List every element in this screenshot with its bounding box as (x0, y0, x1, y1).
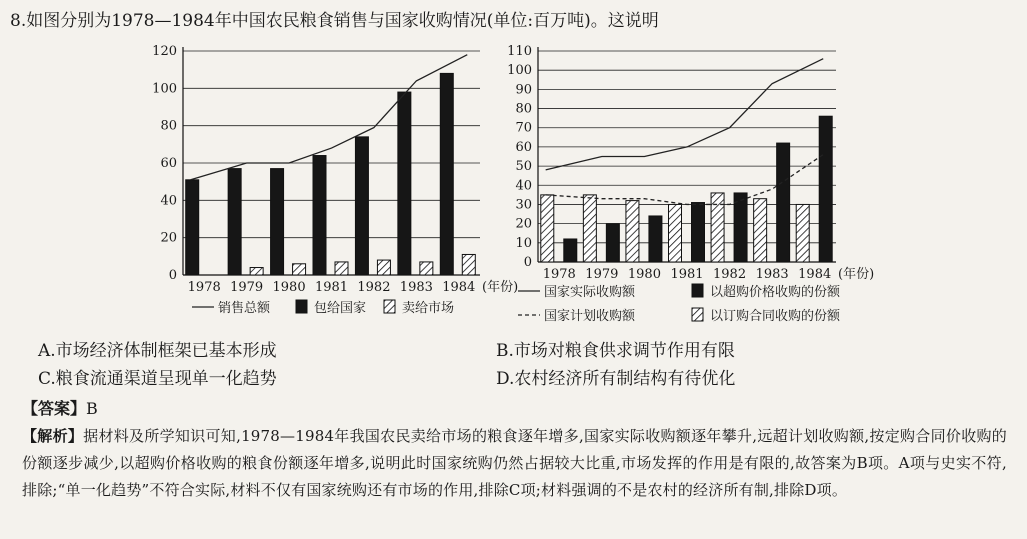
x-tick-label: 1982 (713, 267, 747, 282)
bar (649, 216, 662, 262)
x-tick-label: 1981 (670, 267, 704, 282)
legend-label: 以超购价格收购的份额 (710, 285, 841, 300)
legend-label: 卖给市场 (402, 301, 455, 316)
bar (669, 204, 682, 262)
x-tick-label: 1983 (755, 267, 789, 282)
bar (398, 92, 411, 275)
analysis-block (22, 423, 1007, 504)
bar (377, 260, 390, 275)
legend-label: 国家实际收购额 (544, 285, 636, 300)
y-tick-label: 100 (507, 63, 532, 79)
bar (313, 156, 326, 275)
analysis-tag: 【解析】 (22, 427, 84, 445)
bar (228, 169, 241, 275)
procurement-chart (508, 40, 878, 330)
bar (440, 73, 453, 275)
analysis-text: 据材料及所学知识可知,1978—1984年我国农民卖给市场的粮食逐年增多,国家实际收购额逐年攀升,远超计划收购额,按定购合同价收购的份额逐步减少,以超购价格收购的粮食份额逐年增多,说明此时国家统购仍然占据较大比重,市场发挥的作用是有限的,故答案为B项。A项与史实不符,排除;“单一化趋势”不符合实际,材料不仅有国家统购还有市场的作用,排除C项;材料强调的不是农村的经济所有制,排除D项。 (22, 427, 1007, 499)
y-tick-label: 60 (160, 156, 177, 171)
y-tick-label: 80 (515, 101, 532, 117)
legend-bar-swatch (692, 308, 703, 321)
bar (819, 116, 832, 262)
bar (711, 193, 724, 262)
answer-value: B (86, 399, 98, 418)
bar (734, 193, 747, 262)
legend-label: 以订购合同收购的份额 (710, 309, 841, 324)
x-tick-label: 1980 (272, 280, 306, 295)
option-a[interactable]: A.市场经济体制框架已基本形成 (38, 341, 277, 361)
y-tick-label: 70 (515, 120, 532, 136)
legend-label: 包给国家 (314, 301, 367, 316)
y-tick-label: 50 (515, 159, 532, 175)
x-axis-unit: (年份) (838, 267, 875, 282)
x-tick-label: 1984 (798, 267, 832, 282)
answer-line (22, 396, 98, 419)
legend-bar-swatch (296, 300, 307, 313)
bar (564, 239, 577, 262)
bar (250, 268, 263, 275)
bar (335, 262, 348, 275)
bar (541, 195, 554, 262)
answer-tag: 【答案】 (22, 399, 87, 418)
legend-bar-swatch (692, 284, 703, 297)
bar (271, 169, 284, 275)
y-tick-label: 100 (152, 81, 177, 97)
bar (293, 264, 306, 275)
x-tick-label: 1983 (399, 280, 433, 295)
x-tick-label: 1984 (442, 280, 476, 295)
y-tick-label: 80 (160, 118, 177, 134)
y-tick-label: 40 (515, 178, 532, 194)
bar (420, 262, 433, 275)
x-tick-label: 1980 (627, 267, 661, 282)
x-tick-label: 1979 (230, 280, 264, 295)
series-line (191, 55, 468, 180)
bar (583, 195, 596, 262)
sales-chart (150, 40, 519, 330)
option-b[interactable]: B.市场对粮食供求调节作用有限 (496, 341, 735, 361)
y-tick-label: 0 (523, 255, 532, 270)
y-tick-label: 10 (515, 235, 532, 251)
y-tick-label: 20 (160, 230, 177, 246)
bar (606, 224, 619, 262)
question-stem: 8.如图分别为1978—1984年中国农民粮食销售与国家收购情况(单位:百万吨)。这说明 (10, 11, 659, 31)
legend-label: 销售总额 (218, 301, 271, 316)
bar (796, 204, 809, 262)
x-tick-label: 1979 (585, 267, 619, 282)
bar (754, 199, 767, 262)
bar (692, 203, 705, 262)
bar (355, 137, 368, 275)
x-tick-label: 1978 (187, 280, 221, 295)
legend-bar-swatch (384, 300, 395, 313)
bar (462, 254, 475, 275)
y-tick-label: 110 (507, 44, 532, 59)
x-axis-unit: (年份) (482, 280, 519, 295)
bar (186, 180, 199, 275)
y-tick-label: 60 (515, 139, 532, 155)
option-c[interactable]: C.粮食流通渠道呈现单一化趋势 (38, 369, 277, 389)
y-tick-label: 0 (168, 268, 177, 283)
bar (626, 201, 639, 262)
bar (777, 143, 790, 262)
y-tick-label: 90 (515, 82, 532, 98)
y-tick-label: 30 (515, 197, 532, 213)
y-tick-label: 20 (515, 216, 532, 232)
y-tick-label: 40 (160, 193, 177, 209)
x-tick-label: 1982 (357, 280, 391, 295)
y-tick-label: 120 (152, 44, 177, 59)
x-tick-label: 1978 (542, 267, 576, 282)
legend-label: 国家计划收购额 (544, 309, 636, 324)
option-d[interactable]: D.农村经济所有制结构有待优化 (496, 369, 736, 389)
x-tick-label: 1981 (314, 280, 349, 295)
